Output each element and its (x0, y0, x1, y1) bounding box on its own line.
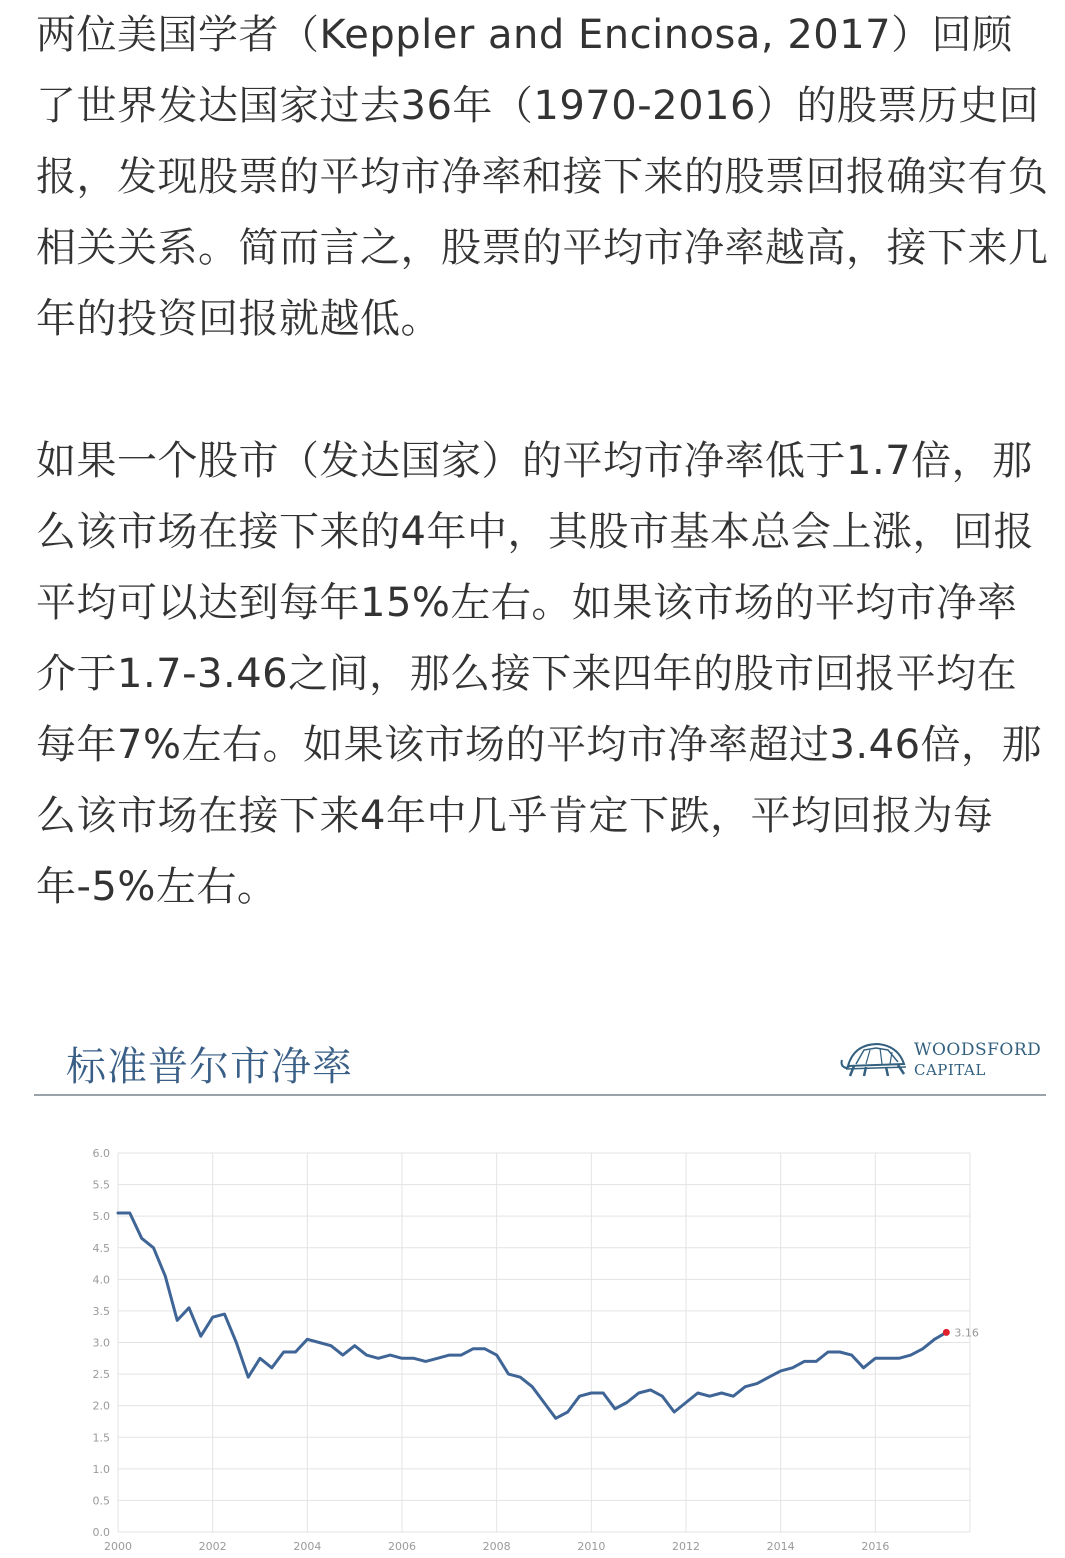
end-point-marker (943, 1329, 950, 1336)
x-tick-label: 2004 (293, 1540, 322, 1553)
y-tick-label: 5.5 (92, 1178, 110, 1192)
x-tick-label: 2016 (861, 1540, 890, 1553)
series-line (118, 1213, 946, 1418)
y-tick-label: 3.0 (92, 1336, 110, 1350)
logo-text-woodsford: WOODSFORD (914, 1040, 1042, 1060)
x-tick-label: 2012 (672, 1540, 700, 1553)
y-tick-label: 1.0 (92, 1462, 110, 1476)
y-tick-label: 2.0 (92, 1399, 110, 1413)
x-tick-label: 2014 (766, 1540, 795, 1553)
article-body (36, 0, 1051, 923)
y-tick-label: 3.5 (92, 1304, 110, 1318)
pb-ratio-figure (34, 1020, 1046, 1558)
logo-text-capital: CAPITAL (914, 1061, 986, 1079)
y-tick-label: 0.5 (92, 1494, 110, 1508)
x-tick-label: 2010 (577, 1540, 606, 1553)
x-tick-label: 2006 (388, 1540, 416, 1553)
end-value-label: 3.16 (954, 1326, 979, 1340)
y-tick-label: 0.0 (92, 1526, 110, 1539)
figure-title: 标准普尔市净率 (66, 1044, 353, 1090)
y-tick-label: 6.0 (92, 1147, 110, 1160)
y-tick-label: 1.5 (92, 1431, 110, 1445)
y-tick-label: 4.0 (92, 1273, 110, 1287)
y-tick-label: 5.0 (92, 1210, 110, 1224)
x-tick-label: 2008 (482, 1540, 511, 1553)
x-tick-label: 2002 (198, 1540, 227, 1553)
pb-ratio-line-chart (34, 1020, 1046, 1558)
article-paragraph-1: 两位美国学者（Keppler and Encinosa, 2017）回顾了世界发达国家过去36年（1970-2016）的股票历史回报，发现股票的平均市净率和接下来的股票回报确实有负相关关系。简而言之，股票的平均市净率越高，接下来几年的投资回报就越低。 (36, 12, 1049, 342)
y-tick-label: 4.5 (92, 1241, 110, 1255)
y-tick-label: 2.5 (92, 1368, 110, 1382)
x-tick-label: 2000 (104, 1540, 132, 1553)
article-paragraph-2: 如果一个股市（发达国家）的平均市净率低于1.7倍，那么该市场在接下来的4年中，其股市基本总会上涨，回报平均可以达到每年15%左右。如果该市场的平均市净率介于1.7-3.46之间，那么接下来四年的股市回报平均在每年7%左右。如果该市场的平均市净率超过3.46倍，那么该市场在接下来4年中几乎肯定下跌，平均回报为每年-5%左右。 (36, 438, 1043, 910)
